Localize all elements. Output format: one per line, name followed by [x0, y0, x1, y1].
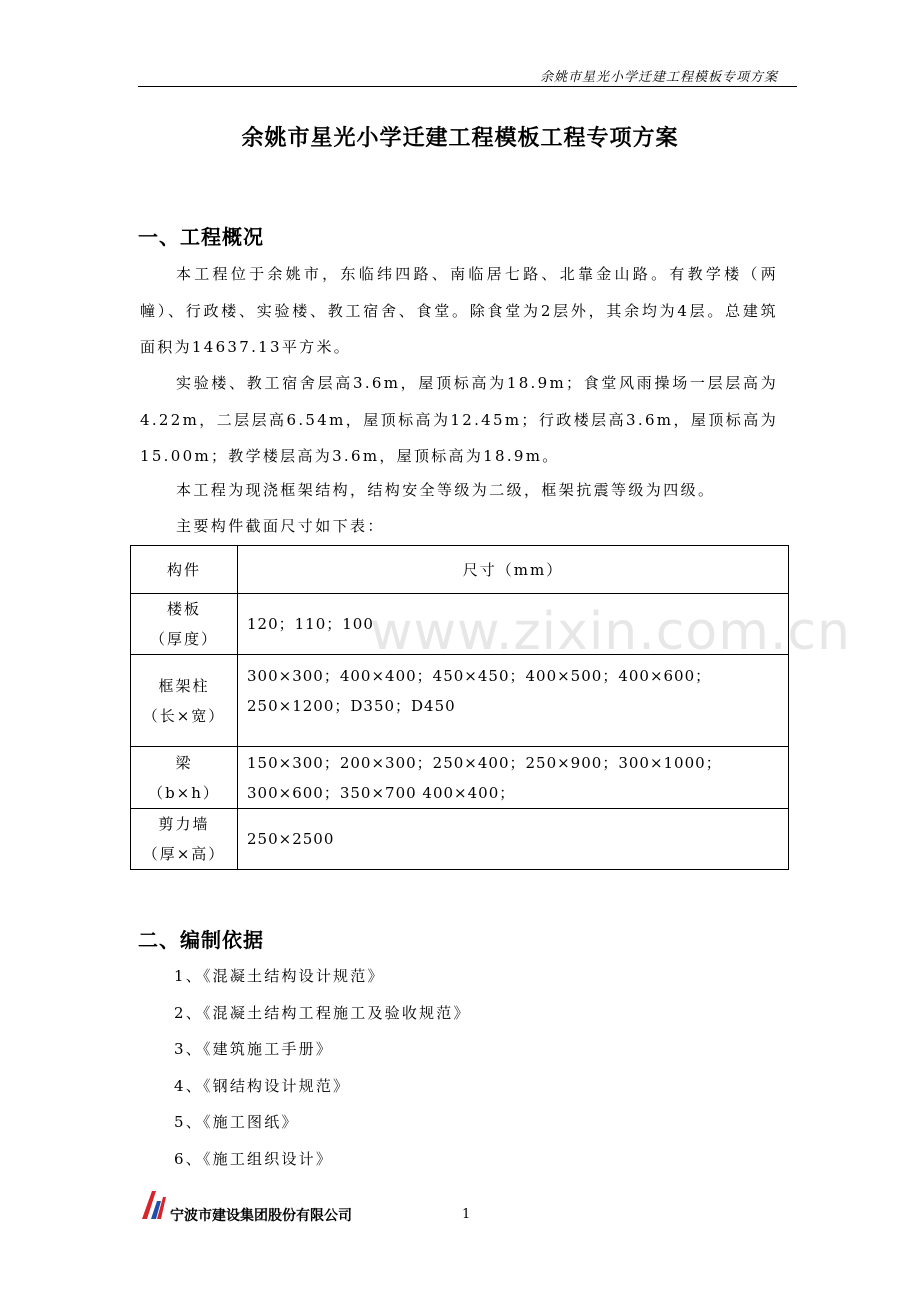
size-cell: 120；110；100: [238, 594, 789, 655]
component-cell: [131, 655, 238, 747]
company-logo-icon: [140, 1189, 166, 1221]
list-item: 5、《施工图纸》: [174, 1113, 299, 1131]
component-size-table: [130, 545, 789, 870]
component-note: （厚度）: [149, 630, 218, 648]
list-item: 2、《混凝土结构工程施工及验收规范》: [174, 1003, 471, 1022]
size-cell: 300×300；400×400；450×450；400×500；400×600；250×1200；D350；D450: [238, 655, 789, 747]
component-name: 框架柱: [158, 676, 210, 695]
table-row: [131, 809, 789, 870]
component-name: 剪力墙: [158, 815, 210, 833]
size-cell: 150×300；200×300；250×400；250×900；300×1000；300×600；350×700 400×400；: [238, 747, 789, 809]
component-cell: [131, 809, 238, 870]
basis-list: [174, 962, 471, 1181]
running-header: 余姚市星光小学迁建工程模板专项方案: [539, 70, 778, 85]
component-note: （厚×高）: [142, 845, 226, 863]
list-item: 1、《混凝土结构设计规范》: [174, 967, 385, 985]
table-row: [131, 655, 789, 747]
paragraph-location: 本工程位于余姚市，东临纬四路、南临居七路、北靠金山路。有教学楼（两幢）、行政楼、实验楼、教工宿舍、食堂。除食堂为2层外，其余均为4层。总建筑面积为14637.13平方米。: [140, 265, 778, 356]
component-note: （长×宽）: [142, 706, 226, 725]
table-header-component: 构件: [131, 546, 238, 594]
header-rule: [138, 86, 797, 87]
list-item: 6、《施工组织设计》: [174, 1149, 334, 1168]
component-name: 梁: [175, 753, 193, 772]
page-number: 1: [462, 1207, 471, 1222]
component-cell: [131, 594, 238, 655]
section-heading-basis: 二、编制依据: [138, 928, 264, 952]
paragraph-table-intro: 主要构件截面尺寸如下表：: [176, 517, 385, 535]
list-item: 4、《钢结构设计规范》: [174, 1076, 351, 1095]
table-row: [131, 747, 789, 809]
paragraph-structure: 本工程为现浇框架结构，结构安全等级为二级，框架抗震等级为四级。: [176, 481, 716, 499]
document-title: 余姚市星光小学迁建工程模板工程专项方案: [241, 126, 679, 151]
paragraph-heights: 实验楼、教工宿舍层高3.6m，屋顶标高为18.9m；食堂风雨操场一层层高为4.22m，二层层高6.54m，屋顶标高为12.45m；行政楼层高3.6m，屋顶标高为15.00m；教学楼层高为3.6m，屋顶标高为18.9m。: [140, 374, 778, 465]
company-name: 宁波市建设集团股份有限公司: [170, 1208, 352, 1224]
section-heading-overview: 一、工程概况: [138, 225, 264, 249]
component-cell: [131, 747, 238, 809]
list-item: 3、《建筑施工手册》: [174, 1040, 334, 1058]
watermark: www.zixin.com.cn: [370, 602, 851, 662]
component-name: 楼板: [166, 600, 201, 618]
table-header-row: [131, 546, 789, 594]
table-header-size: 尺寸（mm）: [238, 546, 789, 594]
component-note: （b×h）: [148, 783, 220, 802]
size-cell: 250×2500: [238, 809, 789, 870]
